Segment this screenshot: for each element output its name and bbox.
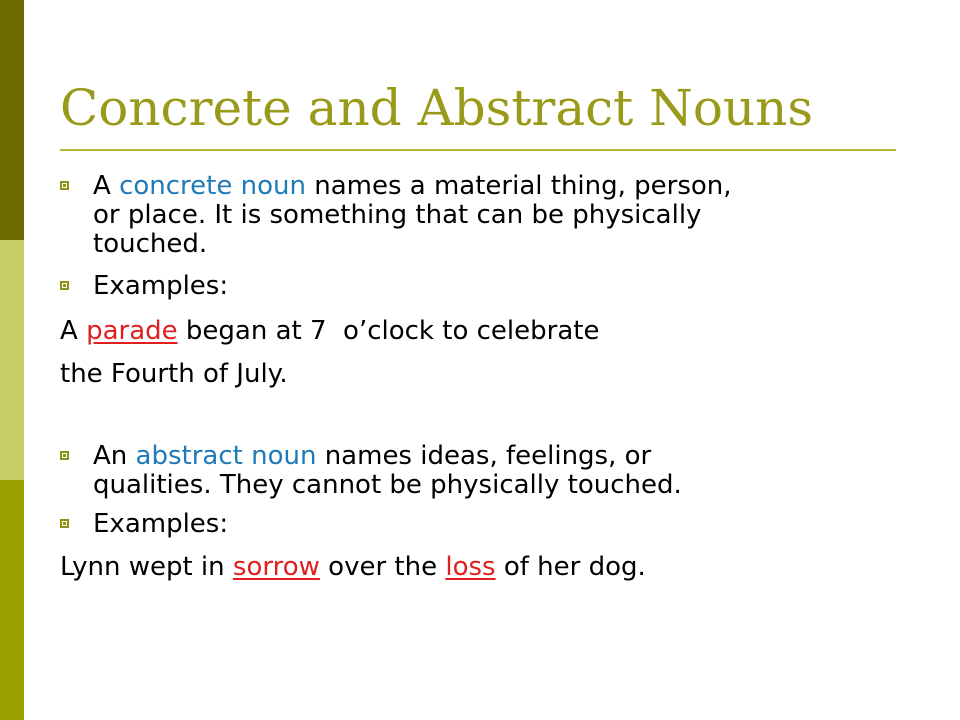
slide-content (60, 172, 910, 582)
example-sentence-2 (60, 553, 910, 582)
square-bullet-icon (60, 181, 69, 190)
sidebar-bottom-segment (0, 480, 24, 720)
example-word-parade: parade (86, 316, 178, 346)
bullet-line (93, 172, 910, 201)
bullet-line: or place. It is something that can be physically (93, 200, 702, 230)
sidebar-top-segment (0, 0, 24, 240)
square-bullet-icon (60, 281, 69, 290)
square-bullet-icon (60, 519, 69, 528)
example-word-sorrow: sorrow (232, 552, 320, 582)
example-word-loss: loss (445, 552, 496, 582)
square-bullet-icon (60, 451, 69, 460)
text-segment: A (60, 316, 87, 346)
bullet-line (93, 442, 910, 471)
text-segment: A (93, 171, 120, 201)
bullet-concrete-definition (60, 172, 910, 259)
bullet-line: touched. (93, 229, 208, 259)
slide-title: Concrete and Abstract Nouns (60, 79, 814, 137)
text-segment: An (93, 441, 136, 471)
example-sentence-1-continued: the Fourth of July. (60, 359, 288, 389)
term-abstract-noun: abstract noun (135, 441, 317, 471)
text-segment: names a material thing, person, (305, 171, 732, 201)
text-segment: of her dog. (495, 552, 646, 582)
examples-label: Examples: (93, 271, 229, 301)
bullet-abstract-definition (60, 442, 910, 500)
example-sentence-1 (60, 317, 910, 346)
bullet-examples-2 (60, 510, 910, 539)
bullet-examples-1 (60, 272, 910, 301)
title-divider (60, 149, 896, 151)
sidebar-middle-segment (0, 240, 24, 480)
text-segment: began at 7 o’clock to celebrate (177, 316, 600, 346)
text-segment: names ideas, feelings, or (316, 441, 652, 471)
text-segment: over the (319, 552, 446, 582)
examples-label: Examples: (93, 509, 229, 539)
text-segment: Lynn wept in (60, 552, 233, 582)
bullet-line: qualities. They cannot be physically touched. (93, 470, 682, 500)
term-concrete-noun: concrete noun (119, 171, 306, 201)
